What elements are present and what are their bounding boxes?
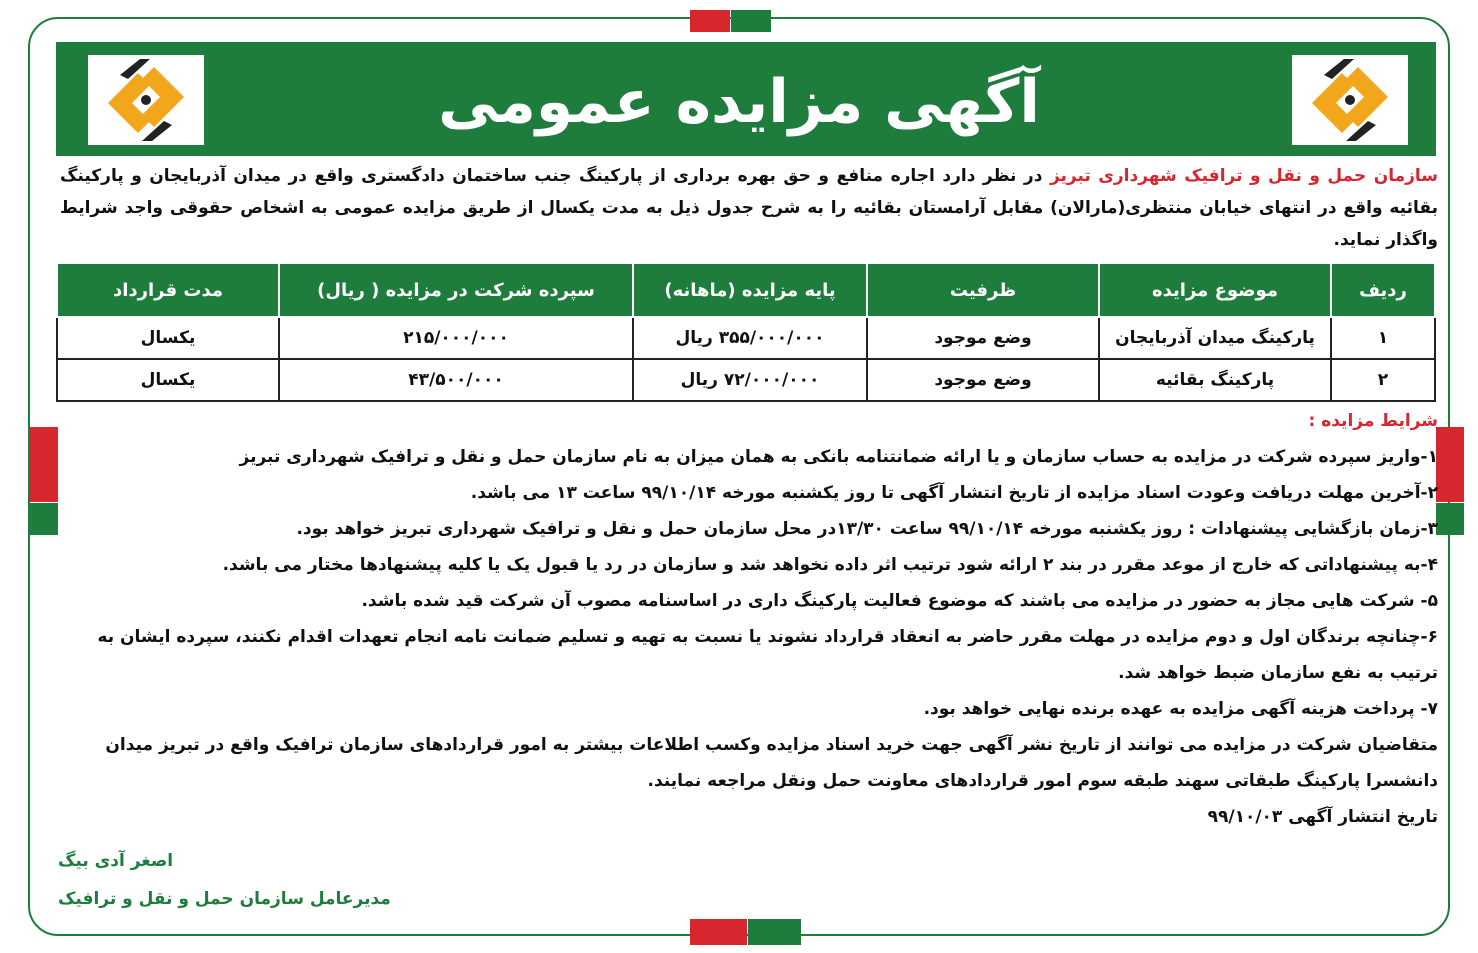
column-header: پایه مزایده (ماهانه) [633, 263, 867, 317]
table-row [57, 359, 1435, 401]
column-header: موضوع مزایده [1099, 263, 1331, 317]
table-cell: ۱ [1331, 317, 1435, 359]
applicant-notice: متقاضیان شرکت در مزایده می توانند از تاریخ نشر آگهی جهت خرید اسناد مزایده وکسب اطلاعات بیشتر به امور قراردادهای سازمان ترافیک واقع در تبریز میدان دانشسرا پارکینگ طبقاتی سهند طبقه سوم امور قراردادهای معاونت حمل ونقل مراجعه نمایند. [105, 735, 1438, 791]
table-cell: پارکینگ بقائیه [1099, 359, 1331, 401]
table-header-row [57, 263, 1435, 317]
condition-item: ۳-زمان بازگشایی پیشنهادات : روز یکشنبه مورخه ۹۹/۱۰/۱۴ ساعت ۱۳/۳۰در محل سازمان حمل و نقل و ترافیک شهرداری تبریز خواهد بود. [296, 519, 1438, 539]
right-green-tab [1436, 503, 1464, 535]
table-row [57, 317, 1435, 359]
condition-item: ۲-آخرین مهلت دریافت وعودت اسناد مزایده از تاریخ انتشار آگهی تا روز یکشنبه مورخه ۹۹/۱۰/۱۴ ساعت ۱۳ می باشد. [470, 483, 1438, 503]
condition-item: ۱-واریز سپرده شرکت در مزایده به حساب سازمان و یا ارائه ضمانتنامه بانکی به همان میزان به نام سازمان حمل و نقل و ترافیک شهرداری تبریز [239, 447, 1438, 467]
column-header: مدت قرارداد [57, 263, 279, 317]
table-cell: ۲ [1331, 359, 1435, 401]
condition-item: ۷- پرداخت هزینه آگهی مزایده به عهده برنده نهایی خواهد بود. [923, 699, 1438, 719]
conditions-section [56, 403, 1438, 835]
table-cell: ۷۲/۰۰۰/۰۰۰ ریال [633, 359, 867, 401]
bottom-red-tab [690, 919, 747, 945]
left-green-tab [30, 503, 58, 535]
table-cell: یکسال [57, 317, 279, 359]
signatory-role: مدیرعامل سازمان حمل و نقل و ترافیک [58, 889, 391, 909]
top-red-tab [690, 10, 730, 32]
organization-logo-icon [1292, 55, 1408, 145]
left-red-tab [30, 427, 58, 502]
column-header: ظرفیت [867, 263, 1099, 317]
intro-paragraph [60, 160, 1438, 256]
table-cell: وضع موجود [867, 317, 1099, 359]
intro-text: در نظر دارد اجاره منافع و حق بهره برداری از پارکینگ جنب ساختمان دادگستری واقع در میدان آذربایجان و پارکینگ بقائیه واقع در انتهای خیابان منتظری(مارالان) مقابل آرامستان بقائیه را به شرح جدول ذیل به مدت یکسال از طریق مزایده عمومی به اشخاص حقوقی واجد شرایط واگذار نماید. [60, 166, 1438, 250]
condition-item: ۵- شرکت هایی مجاز به حضور در مزایده می باشند که موضوع فعالیت پارکینگ داری در اساسنامه مصوب آن شرکت قید شده باشد. [361, 591, 1438, 611]
table-cell: ۳۵۵/۰۰۰/۰۰۰ ریال [633, 317, 867, 359]
organization-logo-icon [88, 55, 204, 145]
column-header: ردیف [1331, 263, 1435, 317]
conditions-title: شرایط مزایده : [1308, 411, 1438, 431]
signature-block [58, 842, 391, 918]
bottom-green-tab [748, 919, 801, 945]
condition-item: ۴-به پیشنهاداتی که خارج از موعد مقرر در بند ۲ ارائه شود ترتیب اثر داده نخواهد شد و سازمان در رد یا قبول یک یا کلیه پیشنهادها مختار می باشد. [222, 555, 1438, 575]
column-header: سپرده شرکت در مزایده ( ریال) [279, 263, 633, 317]
signatory-name: اصغر آدی بیگ [58, 851, 174, 871]
auction-table [56, 262, 1436, 402]
table-cell: پارکینگ میدان آذربایجان [1099, 317, 1331, 359]
organization-name: سازمان حمل و نقل و ترافیک شهرداری تبریز [1049, 166, 1438, 186]
page-title: آگهی مزایده عمومی [438, 67, 1040, 137]
top-green-tab [731, 10, 771, 32]
table-cell: وضع موجود [867, 359, 1099, 401]
table-cell: یکسال [57, 359, 279, 401]
right-red-tab [1436, 427, 1464, 502]
table-cell: ۴۳/۵۰۰/۰۰۰ [279, 359, 633, 401]
publish-date: تاریخ انتشار آگهی ۹۹/۱۰/۰۳ [1207, 807, 1438, 827]
condition-item: ۶-چنانچه برندگان اول و دوم مزایده در مهلت مقرر حاضر به انعقاد قرارداد نشوند یا نسبت به تهیه و تسلیم ضمانت نامه انجام تعهدات اقدام نکنند، سپرده ایشان به ترتیب به نفع سازمان ضبط خواهد شد. [97, 627, 1438, 683]
table-cell: ۲۱۵/۰۰۰/۰۰۰ [279, 317, 633, 359]
